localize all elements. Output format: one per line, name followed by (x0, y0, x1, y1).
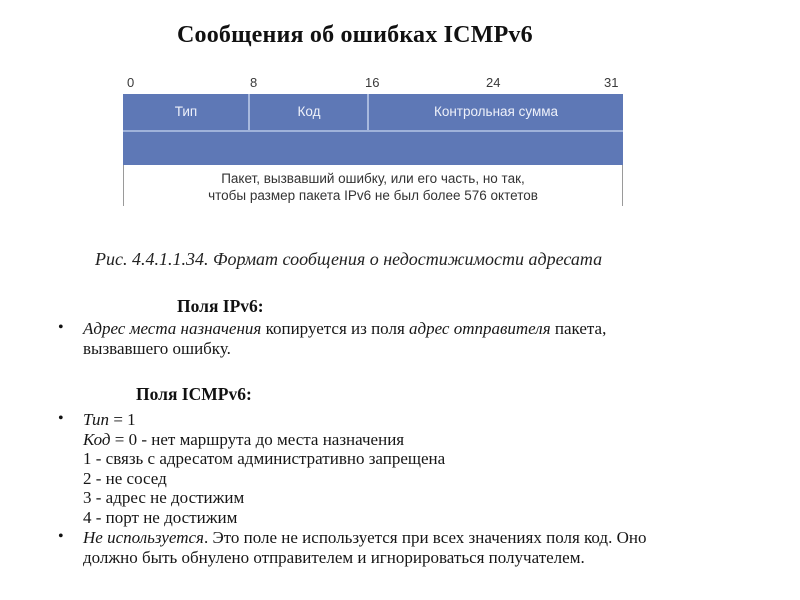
text-fragment: вызвавшего ошибку. (83, 338, 231, 358)
ipv6-destination-item (83, 319, 606, 358)
text-fragment: должно быть обнулено отправителем и игнорироваться получателем. (83, 547, 585, 567)
text-fragment: пакета, (550, 319, 607, 338)
bit-tick-0: 0 (127, 75, 135, 90)
code-value-2: 2 - не сосед (83, 468, 167, 488)
icmpv6-fields-heading: Поля ICMPv6: (136, 384, 252, 404)
code-value-4: 4 - порт не достижим (83, 507, 238, 527)
term-source-address: адрес отправителя (409, 319, 551, 338)
field-code: Код (297, 104, 321, 119)
field-checksum: Контрольная сумма (433, 104, 559, 119)
code-value-3: 3 - адрес не достижим (83, 488, 245, 507)
text-fragment: . Это поле не используется при всех значениях поля код. Оно (203, 528, 647, 547)
bullet-icon: • (58, 528, 64, 545)
figure-caption: Рис. 4.4.1.1.34. Формат сообщения о недостижимости адресата (95, 249, 603, 269)
text-fragment: копируется из поля (261, 319, 410, 338)
icmpv6-unused-item (83, 528, 646, 567)
icmpv6-format-diagram (0, 0, 800, 220)
bit-tick-8: 8 (250, 75, 258, 90)
ipv6-fields-heading: Поля IPv6: (177, 296, 264, 316)
bit-tick-24: 24 (486, 75, 501, 90)
icmpv6-type-code-item (83, 410, 445, 527)
field-type: Тип (174, 104, 198, 119)
header-row (123, 94, 623, 132)
unused-row (123, 132, 623, 165)
code-value-1: 1 - связь с адресатом административно запрещена (83, 449, 446, 468)
bullet-icon: • (58, 410, 64, 427)
page-title: Сообщения об ошибках ICMPv6 (177, 22, 533, 48)
bit-tick-16: 16 (365, 75, 380, 90)
term-unused: Не используется (83, 528, 204, 547)
bullet-icon: • (58, 319, 64, 336)
bit-tick-31: 31 (604, 75, 619, 90)
term-type: Тип (83, 410, 110, 429)
type-value: = 1 (109, 410, 136, 429)
packet-data-line-2: чтобы размер пакета IPv6 не был более 576 октетов (208, 188, 538, 203)
term-destination-address: Адрес места назначения (83, 319, 262, 338)
term-code: Код (83, 429, 111, 449)
packet-data-row (123, 165, 623, 206)
packet-data-line-1: Пакет, вызвавший ошибку, или его часть, но так, (221, 171, 525, 186)
code-value-0: = 0 - нет маршрута до места назначения (110, 429, 405, 449)
